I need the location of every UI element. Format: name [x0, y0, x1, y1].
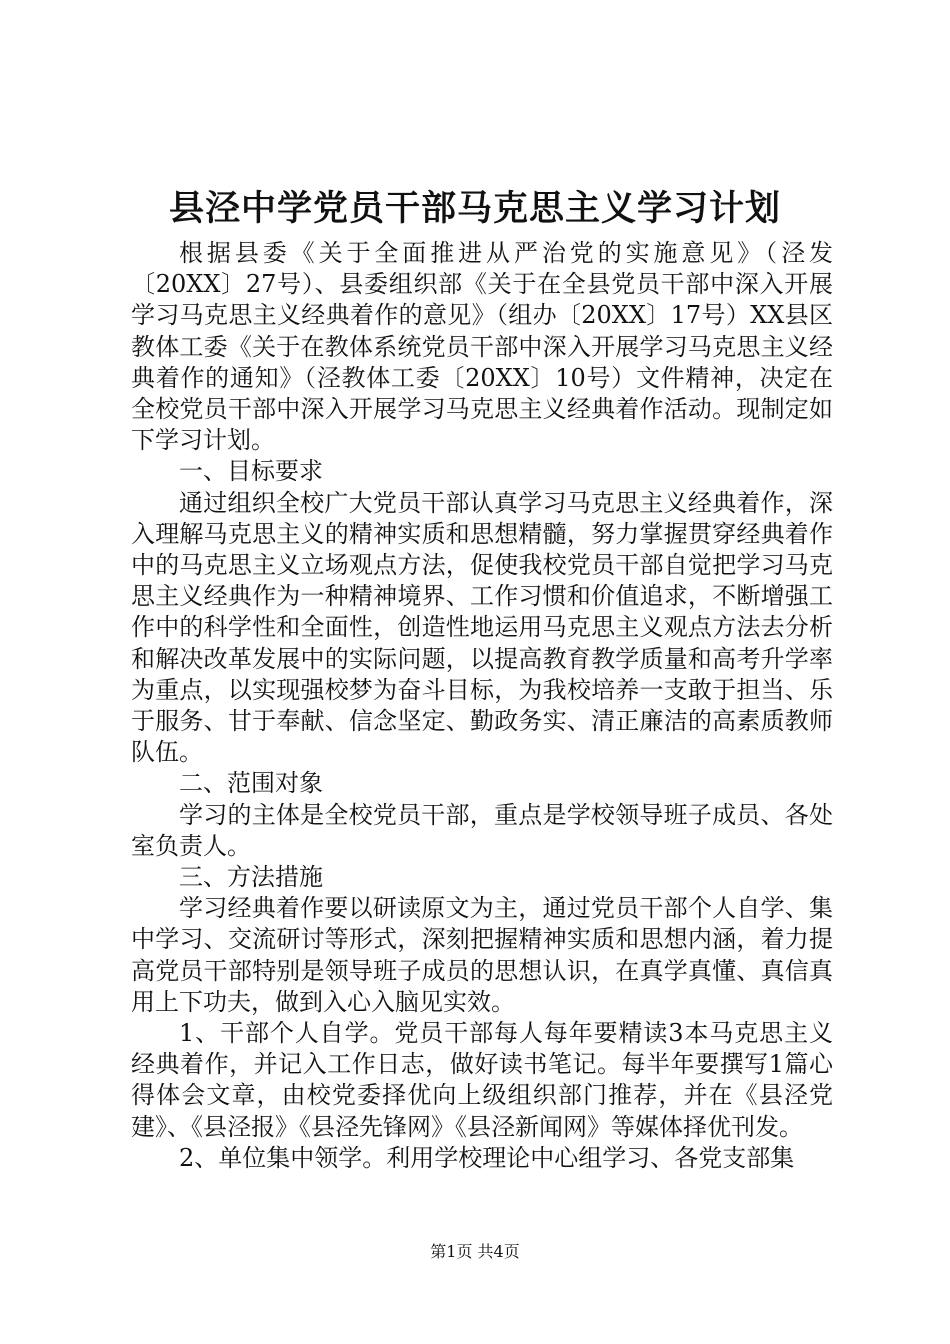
heading-methods: 三、方法措施 — [179, 863, 323, 892]
paragraph-methods: 学习经典着作要以研读原文为主，通过党员干部个人自学、集中学习、交流研讨等形式，深刻把握精神实质和思想内涵，着力提高党员干部特别是领导班子成员的思想认识，在真学真懂、真信真用上下功夫，做到入心入脑见实效。 — [131, 894, 833, 1016]
paragraph-self-study: 1、干部个人自学。党员干部每人每年要精读3本马克思主义经典着作，并记入工作日志，做好读书笔记。每半年要撰写1篇心得体会文章，由校党委择优向上级组织部门推荐，并在《县泾党建》、《县泾报》《县泾先锋网》《县泾新闻网》等媒体择优刊发。 — [131, 1019, 833, 1141]
document-title: 县泾中学党员干部马克思主义学习计划 — [168, 188, 781, 229]
document-body — [131, 238, 833, 1174]
paragraph-scope: 学习的主体是全校党员干部，重点是学校领导班子成员、各处室负责人。 — [131, 800, 833, 860]
heading-scope: 二、范围对象 — [179, 769, 323, 798]
heading-goals: 一、目标要求 — [179, 457, 323, 486]
paragraph-intro: 根据县委《关于全面推进从严治党的实施意见》（泾发〔20XX〕27号）、县委组织部《关于在全县党员干部中深入开展学习马克思主义经典着作的意见》（组办〔20XX〕17号）XX县区教体工委《关于在教体系统党员干部中深入开展学习马克思主义经典着作的通知》（泾教体工委〔20XX〕10号）文件精神，决定在全校党员干部中深入开展学习马克思主义经典着作活动。现制定如下学习计划。 — [131, 239, 833, 455]
paragraph-group-study: 2、单位集中领学。利用学校理论中心组学习、各党支部集 — [179, 1143, 795, 1172]
paragraph-goals: 通过组织全校广大党员干部认真学习马克思主义经典着作，深入理解马克思主义的精神实质和思想精髓，努力掌握贯穿经典着作中的马克思主义立场观点方法，促使我校党员干部自觉把学习马克思主义经典作为一种精神境界、工作习惯和价值追求，不断增强工作中的科学性和全面性，创造性地运用马克思主义观点方法去分析和解决改革发展中的实际问题，以提高教育教学质量和高考升学率为重点，以实现强校梦为奋斗目标，为我校培养一支敢于担当、乐于服务、甘于奉献、信念坚定、勤政务实、清正廉洁的高素质教师队伍。 — [131, 488, 833, 767]
page-number-footer: 第1页 共4页 — [430, 1242, 520, 1261]
